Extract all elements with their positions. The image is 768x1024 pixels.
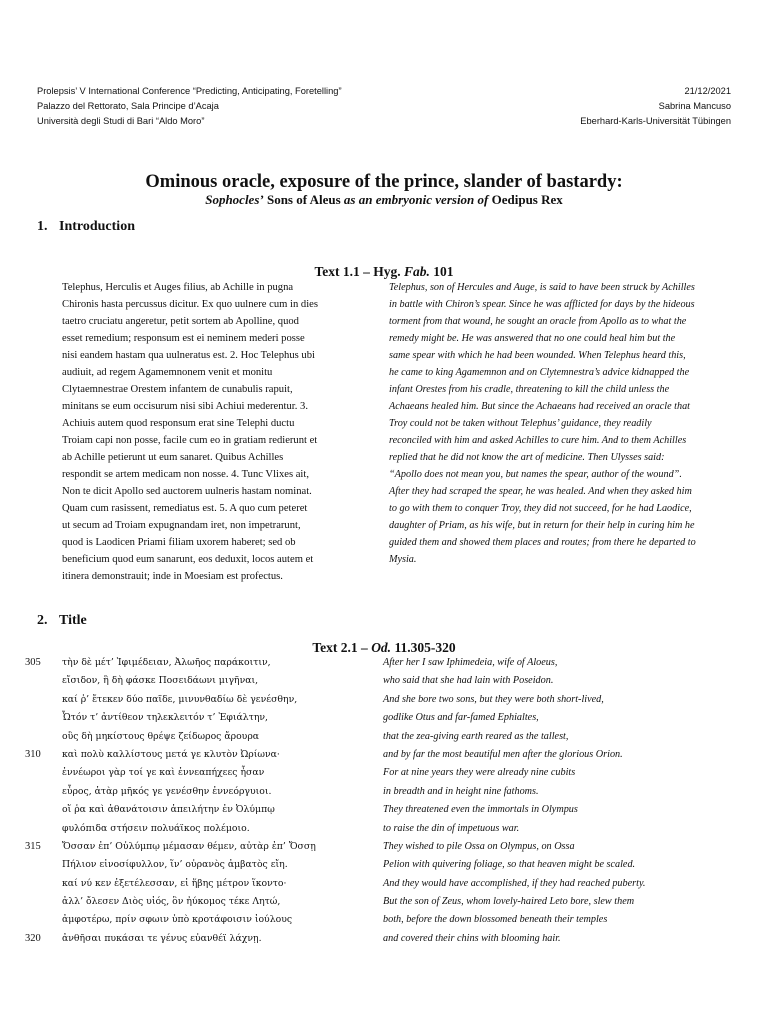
greek-verse-row [25, 691, 375, 709]
greek-verse-text: ἐννέωροι γὰρ τοί γε καὶ ἐννεαπήχεες ἦσαν [62, 767, 265, 779]
verse-translation-line: They threatened even the immortals in Olympus [383, 804, 578, 816]
latin-line: ut secum ad Troiam expugnandam iret, non impetrarunt, [62, 520, 301, 531]
english-translation-column [389, 279, 744, 568]
verse-number: 315 [25, 840, 41, 852]
subtitle-part: Sons of Aleus [263, 192, 344, 207]
affiliation-line: Eberhard-Karls-Universität Tübingen [580, 116, 731, 126]
translation-line: torment from that wound, he sought an oracle from Apollo as to what the [389, 316, 687, 327]
university-line: Università degli Studi di Bari “Aldo Moro” [37, 116, 205, 126]
translation-line: remedy might be. He was answered that no one could heal him but the [389, 333, 676, 344]
verse-translation-line: But the son of Zeus, whom lovely-haired Leto bore, slew them [383, 896, 635, 908]
paper-title: Ominous oracle, exposure of the prince, slander of bastardy: [145, 172, 623, 192]
latin-line: Non te dicit Apollo sed auctorem uulneris hastam nominat. [62, 486, 312, 497]
translation-line: same spear with which he had been wounded. When Telephus heard this, [389, 350, 686, 361]
greek-verse-text: καί ῥ’ ἔτεκεν δύο παῖδε, μινυνθαδίω δὲ γενέσθην, [62, 693, 298, 705]
subtitle-part: as an embryonic version of [343, 192, 489, 207]
latin-line: esset remedium; responsum est ei neminem mederi posse [62, 333, 305, 344]
verse-translation-line: Pelion with quivering foliage, so that heaven might be scaled. [383, 859, 636, 871]
verse-translation-line: in breadth and in height nine fathoms. [383, 785, 539, 797]
odyssey-translation-column [383, 654, 743, 948]
latin-line: minitans se eum occisurum nisi sibi Achiui mederentur. 3. [62, 401, 308, 412]
translation-line: “Apollo does not mean you, but names the spear, author of the wound”. [389, 469, 682, 480]
header-right [580, 84, 731, 129]
greek-verse-text: ἀνθῆσαι πυκάσαι τε γένυς εὐανθέϊ λάχνῃ. [62, 932, 262, 944]
latin-line: nisi eandem hastam qua uulneratus est. 2. Hoc Telephus ubi [62, 350, 315, 361]
translation-line: daughter of Priam, as his wife, but in return for their help in curing him he [389, 520, 695, 531]
latin-line: itinera demonstrauit; inde in Moesiam est profectus. [62, 571, 283, 582]
verse-translation-line: both, before the down blossomed beneath their temples [383, 914, 608, 926]
greek-verse-text: τὴν δὲ μέτ’ Ἰφιμέδειαν, Ἀλωῆος παράκοιτιν, [62, 657, 271, 668]
translation-line: infant Orestes from his cradle, threatening to kill the child unless the [389, 384, 670, 395]
latin-line: Chironis hasta percussus dicitur. Ex quo uulnere cum in dies [62, 299, 318, 310]
latin-line: audiuit, ad regem Agamemnonem venit et monitu [62, 367, 273, 378]
translation-line: Achaeans healed him. But since the Achaeans had received an oracle that [389, 401, 691, 412]
greek-verse-row [25, 801, 375, 819]
conference-line: Prolepsis’ V International Conference “Predicting, Anticipating, Foretelling” [37, 86, 342, 96]
latin-line: ab Achille petierunt ut eum sanaret. Quibus Achilles [62, 452, 284, 463]
verse-translation-line: godlike Otus and far-famed Ephialtes, [383, 712, 539, 724]
latin-text-column [62, 279, 382, 585]
verse-translation-line: They wished to pile Ossa on Olympus, on Ossa [383, 840, 575, 852]
translation-line: Troy could not be taken without Telephus’ guidance, they readily [389, 418, 652, 429]
verse-translation-line: After her I saw Iphimedeia, wife of Aloeus, [383, 657, 558, 668]
greek-verse-row [25, 764, 375, 782]
translation-line: Telephus, son of Hercules and Auge, is said to have been struck by Achilles [389, 282, 695, 293]
translation-line: guided them and showed them places and routes; from there he departed to [389, 537, 696, 548]
latin-line: Telephus, Herculis et Auges filius, ab Achille in pugna [62, 282, 294, 293]
text-heading-1-1 [0, 264, 768, 280]
latin-line: taetro cruciatu angeretur, petit sortem ab Apolline, quod [62, 316, 299, 327]
greek-verse-text: Ὄσσαν ἐπ’ Οὐλύμπῳ μέμασαν θέμεν, αὐτὰρ ἐπ’ Ὄσσῃ [62, 840, 316, 852]
translation-line: Mysia. [389, 554, 417, 565]
verse-translation-line: For at nine years they were already nine cubits [383, 767, 576, 779]
venue-line: Palazzo del Rettorato, Sala Principe d’Acaja [37, 101, 219, 111]
section-heading-introduction [37, 219, 135, 235]
greek-verse-row [25, 875, 375, 893]
text-heading-suffix: 11.305-320 [391, 640, 456, 655]
latin-line: Clytaemnestrae Orestem infantem de cunabulis rapuit, [62, 384, 293, 395]
date-line: 21/12/2021 [684, 86, 731, 96]
greek-verse-text: φυλόπιδα στήσειν πολυάϊκος πολέμοιο. [62, 822, 250, 834]
translation-line: reconciled with him and asked Achilles to cure him. And to them Achilles [389, 435, 687, 446]
greek-verse-text: οὓς δὴ μηκίστους θρέψε ζείδωρος ἄρουρα [62, 730, 260, 742]
greek-text-column [25, 654, 375, 948]
verse-translation-line: who said that she had lain with Poseidon. [383, 675, 554, 687]
greek-verse-text: ἀλλ’ ὄλεσεν Διὸς υἱός, ὃν ἠύκομος τέκε Λητώ, [62, 896, 281, 908]
latin-line: beneficium quod eum sanarunt, eos deduxit, locos autem et [62, 554, 314, 565]
verse-number: 320 [25, 932, 41, 944]
verse-translation-line: that the zea-giving earth reared as the tallest, [383, 730, 569, 742]
verse-translation-line: And she bore two sons, but they were both short-lived, [383, 693, 604, 705]
verse-translation-line: and covered their chins with blooming hair. [383, 932, 561, 944]
latin-line: quod is Laodicen Priami filiam uxorem haberet; sed ob [62, 537, 296, 548]
translation-line: in battle with Chiron’s spear. Since he was afflicted for days by the hideous [389, 299, 695, 310]
greek-verse-row [25, 893, 375, 911]
verse-translation-line: to raise the din of impetuous war. [383, 822, 520, 834]
section-label: Title [59, 613, 87, 628]
greek-verse-text: καὶ πολὺ καλλίστους μετά γε κλυτὸν Ὠρίωνα· [62, 748, 280, 760]
greek-verse-row [25, 672, 375, 690]
greek-verse-text: Πήλιον εἰνοσίφυλλον, ἵν’ οὐρανὸς ἀμβατὸς εἴη. [62, 859, 288, 871]
greek-verse-text: καί νύ κεν ἐξετέλεσσαν, εἰ ἥβης μέτρον ἵκοντο· [62, 877, 287, 889]
greek-verse-row [25, 930, 375, 948]
greek-verse-row [25, 783, 375, 801]
greek-verse-row [25, 838, 375, 856]
greek-verse-row [25, 911, 375, 929]
section-heading-title [37, 613, 87, 629]
translation-line: he came to king Agamemnon and on Clytemnestra’s advice kidnapped the [389, 367, 690, 378]
translation-line: After they had scraped the spear, he was healed. And when they asked him [389, 486, 692, 497]
header-left [37, 84, 342, 129]
latin-line: Troiam capi non posse, facile cum eo in gratiam redierunt et [62, 435, 318, 446]
greek-verse-row [25, 709, 375, 727]
verse-number: 310 [25, 748, 41, 760]
text-heading-prefix: Text 1.1 – Hyg. [314, 264, 404, 279]
greek-verse-text: εἴσιδον, ἣ δὴ φάσκε Ποσειδάωνι μιγῆναι, [62, 675, 259, 687]
greek-verse-row [25, 728, 375, 746]
author-line: Sabrina Mancuso [658, 101, 731, 111]
text-heading-work: Od. [371, 640, 392, 655]
section-number: 2. [37, 613, 48, 628]
subtitle-part: Sophocles’ [205, 192, 264, 207]
verse-translation-line: And they would have accomplished, if they had reached puberty. [383, 877, 646, 889]
greek-verse-text: Ὦτόν τ’ ἀντίθεον τηλεκλειτόν τ’ Ἐφιάλτην, [62, 712, 269, 724]
greek-verse-text: εὖρος, ἀτὰρ μῆκός γε γενέσθην ἐννεόργυιοι. [62, 785, 272, 797]
verse-translation-line: and by far the most beautiful men after the glorious Orion. [383, 748, 623, 760]
greek-verse-row [25, 654, 375, 672]
latin-line: Quam cum rasissent, remediatus est. 5. A quo cum peteret [62, 503, 308, 514]
greek-verse-row [25, 856, 375, 874]
text-heading-work: Fab. [404, 264, 430, 279]
translation-line: to go with them to conquer Troy, they did not succeed, for he had Laodice, [389, 503, 692, 514]
greek-verse-row [25, 820, 375, 838]
translation-line: replied that he did not know the art of medicine. Then Ulysses said: [389, 452, 665, 463]
text-heading-prefix: Text 2.1 – [312, 640, 372, 655]
greek-verse-text: οἵ ῥα καὶ ἀθανάτοισιν ἀπειλήτην ἐν Ὀλύμπῳ [62, 804, 275, 816]
greek-verse-text: ἀμφοτέρω, πρίν σφωιν ὑπὸ κροτάφοισιν ἰούλους [62, 914, 293, 926]
verse-number: 305 [25, 657, 41, 668]
subtitle-part: Oedipus Rex [488, 192, 563, 207]
section-number: 1. [37, 219, 48, 234]
text-heading-suffix: 101 [429, 264, 454, 279]
paper-subtitle [0, 192, 768, 208]
section-label: Introduction [59, 219, 135, 234]
latin-line: Achiuis autem quod responsum erat sine Telephi ductu [62, 418, 295, 429]
latin-line: respondit se artem medicam non nosse. 4. Tunc Vlixes ait, [62, 469, 309, 480]
greek-verse-row [25, 746, 375, 764]
